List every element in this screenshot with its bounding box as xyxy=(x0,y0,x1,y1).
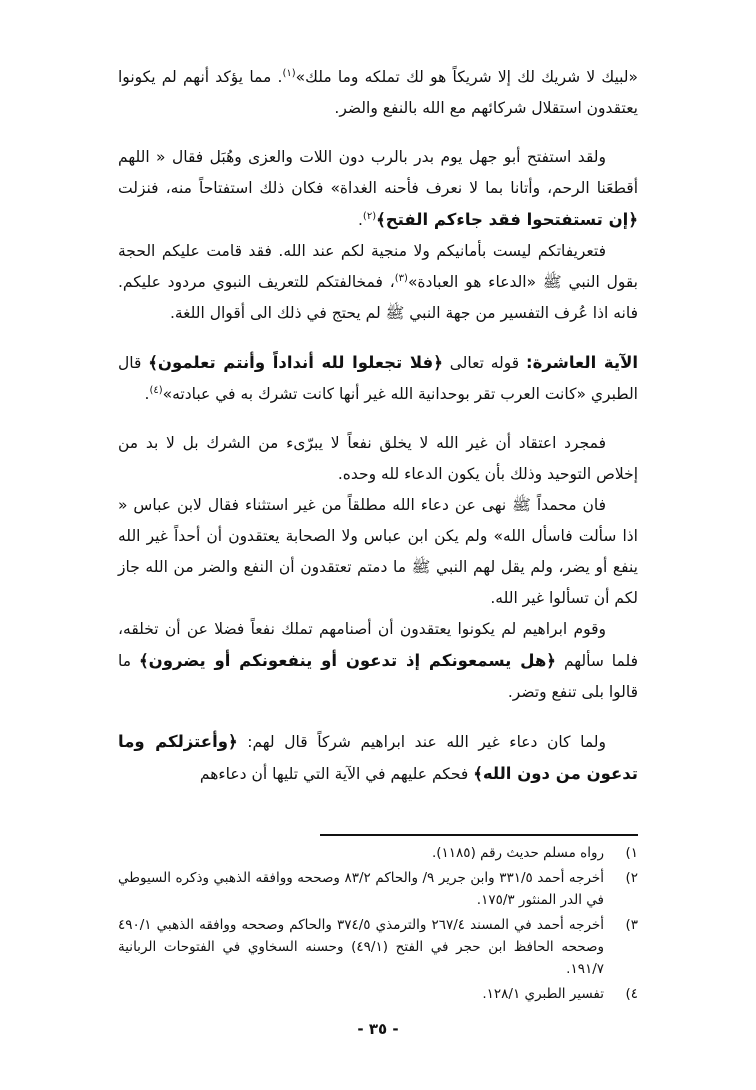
paragraph-text: ، فمخالفتكم للتعريف النبوي مردود عليكم. فانه اذا عُرف التفسير من جهة النبي ﷺ لم يحتج في ذلك الى أقوال اللغة. xyxy=(118,273,638,322)
paragraph-text: ما قالوا بلى تنفع وتضر. xyxy=(118,652,638,701)
page-number: - ٣٥ - xyxy=(357,1020,399,1038)
paragraph-2 xyxy=(118,142,638,236)
paragraph-3 xyxy=(118,236,638,329)
quote-text: «لبيك لا شريك لك إلا شريكاً هو لك تملكه وما ملك» xyxy=(295,68,639,86)
paragraph-text: فحكم عليهم في الآية التي تليها أن دعاءهم xyxy=(199,765,469,783)
quran-verse: ﴿وأعتزلكم وما تدعون من دون الله﴾ xyxy=(118,732,638,783)
footnote-number: ٤) xyxy=(625,986,638,1002)
quran-verse: ﴿إن تستفتحوا فقد جاءكم الفتح﴾ xyxy=(376,210,638,229)
paragraph-text: فمجرد اعتقاد أن غير الله لا يخلق نفعاً لا يبرّىء من الشرك بل لا بد من إخلاص التوحيد وذلك بأن يكون الدعاء لله وحده. xyxy=(118,434,638,483)
paragraph-text: فتعريفاتكم ليست بأمانيكم ولا منجية لكم عند الله. فقد قامت عليكم الحجة بقول النبي ﷺ «الدعاء هو العبادة» xyxy=(118,242,638,291)
paragraph-text: قال الطبري «كانت العرب تقر بوحدانية الله غير أنها كانت تشرك به في عبادته» xyxy=(118,354,638,403)
footnote-3 xyxy=(118,914,638,980)
paragraph-text: قوله تعالى xyxy=(449,354,520,372)
footnote-text: أخرجه أحمد في المسند ٢٦٧/٤ والترمذي ٣٧٤/٥ والحاكم وصححه ووافقه الذهبي ٤٩٠/١ وصححه الحافظ ابن حجر في الفتح (٤٩/١) وحسنه السخاوي في الفتوحات الربانية ١٩١/٧. xyxy=(118,917,605,977)
quran-verse: ﴿فلا تجعلوا لله أنداداً وأنتم تعلمون﴾ xyxy=(148,353,443,372)
footnote-number: ٢) xyxy=(625,870,638,886)
section-heading: الآية العاشرة: xyxy=(526,353,639,372)
paragraph-text: وقوم ابراهيم لم يكونوا يعتقدون أن أصنامهم تملك نفعاً فضلا عن أن تخلقه، فلما سألهم xyxy=(118,620,639,670)
footnote-number: ١) xyxy=(625,845,638,861)
footnote-divider xyxy=(320,834,638,836)
footnote-text: رواه مسلم حديث رقم (١١٨٥). xyxy=(431,845,604,861)
paragraph-4 xyxy=(118,347,638,410)
paragraph-text: فان محمداً ﷺ نهى عن دعاء الله مطلقاً من غير استثناء فقال لابن عباس « اذا سألت فاسأل الله» ولم يكن ابن عباس ولا الصحابة يعتقدون أن أحداً غير الله ينفع أو يضر، ولم يقل لهم النبي ﷺ ما دمتم تعتقدون أن النفع والضر من الله جاز لكم أن تسألوا غير الله. xyxy=(118,496,638,607)
paragraph-text: . xyxy=(144,385,150,403)
paragraph-7 xyxy=(118,614,638,708)
footnote-2 xyxy=(118,867,638,911)
footnote-ref-2[interactable]: (٢) xyxy=(362,210,377,222)
footnote-1 xyxy=(118,842,638,864)
paragraph-text: ولما كان دعاء غير الله عند ابراهيم شركاً قال لهم: xyxy=(247,733,606,751)
footnote-ref-4[interactable]: (٤) xyxy=(149,384,163,396)
footnote-text: أخرجه أحمد ٣٣١/٥ وابن جرير ٩/ والحاكم ٨٣/٢ وصححه ووافقه الذهبي وذكره السيوطي في الدر المنثور ١٧٥/٣. xyxy=(118,870,604,908)
paragraph-text: . مما يؤكد أنهم لم يكونوا يعتقدون استقلال شركائهم مع الله بالنفع والضر. xyxy=(118,68,638,117)
paragraph-5 xyxy=(118,428,638,490)
paragraph-6 xyxy=(118,490,638,614)
footnote-number: ٣) xyxy=(625,917,638,933)
quran-verse: ﴿هل يسمعونكم إذ تدعون أو ينفعونكم أو يضرون﴾ xyxy=(139,651,556,670)
footnote-text: تفسير الطبري ١٢٨/١. xyxy=(482,986,604,1002)
footnotes xyxy=(118,842,638,1008)
paragraph-1 xyxy=(118,62,638,124)
paragraph-text: ولقد استفتح أبو جهل يوم بدر بالرب دون اللات والعزى وهُبَل فقال « اللهم أقطعَنا الرحم، وأتانا بما لا نعرف فأحنه الغداة» فكان ذلك استفتاحاً منه، فنزلت xyxy=(118,148,638,197)
footnote-ref-1[interactable]: (١) xyxy=(282,67,296,79)
paragraph-8 xyxy=(118,726,638,790)
footnote-ref-3[interactable]: (٣) xyxy=(394,272,408,284)
footnote-4 xyxy=(118,983,638,1005)
paragraph-text: . xyxy=(357,211,363,229)
